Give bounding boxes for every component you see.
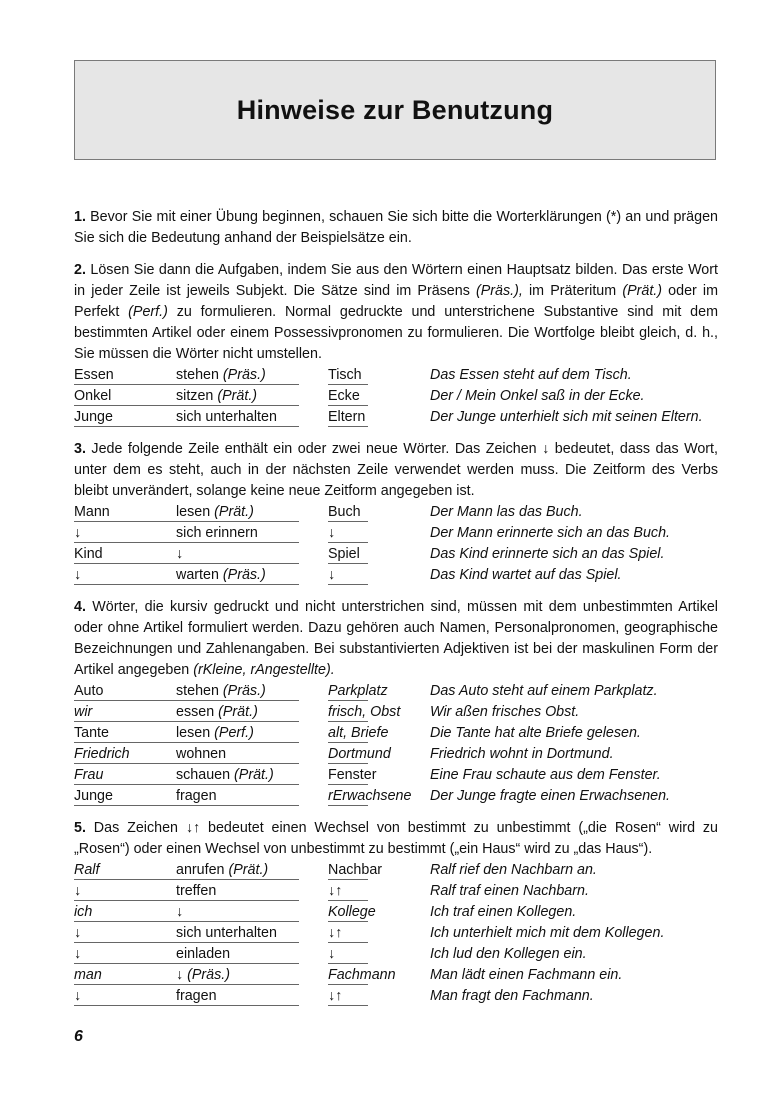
verb-text: sitzen [176,388,214,404]
word-subject: Junge [74,409,113,425]
example-sentence: Ich traf einen Kollegen. [430,904,577,920]
example-sentence: Der Junge fragte einen Erwachsenen. [430,788,671,804]
page-number: 6 [74,1028,83,1045]
word-object: ↓ [328,525,336,541]
section-3 [74,439,718,586]
word-verb [176,523,258,544]
word-subject: Frau [74,767,104,783]
verb-text: sich erinnern [176,525,258,541]
word-subject: ↓ [74,525,82,541]
word-subject: ↓ [74,567,82,583]
tense-tag: (Prät.) [224,862,269,878]
tense-tag: (Prät.) [214,704,258,720]
example-row [74,544,718,565]
paragraph-text: oder im Perfekt [74,283,718,320]
word-verb [176,902,183,923]
section-paragraph [74,439,718,502]
section-paragraph [74,260,718,365]
word-verb [176,386,257,407]
verb-text: ↓ [176,904,184,920]
paragraph-text: Jede folgende Zeile enthält ein oder zwei neue Wörter. Das Zeichen ↓ bedeutet, dass das Wort, unter dem es steht, auch in der nächsten Zeile verwendet werden muss. Die Zeitform des Verbs bleibt unverändert, solange keine neue Zeitform angegeben ist. [74,441,718,499]
word-verb [176,544,183,565]
example-sentence: Das Kind wartet auf das Spiel. [430,567,622,583]
paragraph-text: Wörter, die kursiv gedruckt und nicht unterstrichen sind, müssen mit dem unbestimmten Artikel oder ohne Artikel formuliert werden. Dazu gehören auch Namen, Personalpronomen, geographische Bezeichnungen und Zahlenangaben. Bei substantivierten Adjektiven ist bei der maskulinen Form der Artikel angegeben [74,599,718,678]
section-number: 2. [74,262,86,278]
example-row [74,386,718,407]
example-row [74,502,718,523]
tense-tag: (Präs.) [183,967,231,983]
section-5 [74,818,718,1007]
example-row [74,681,718,702]
word-verb [176,965,230,986]
example-sentence: Der / Mein Onkel saß in der Ecke. [430,388,645,404]
verb-text: einladen [176,946,231,962]
word-object: Ecke [328,388,360,404]
word-verb [176,881,216,902]
word-object: Kollege [328,904,376,920]
tense-tag: (Präs.) [218,567,266,583]
word-object: Eltern [328,409,366,425]
tense-tag: (Perf.) [210,725,254,741]
italic-text: (rKleine, rAngestellte). [193,662,335,678]
example-row [74,881,718,902]
section-paragraph [74,207,718,249]
word-verb [176,702,258,723]
word-verb [176,365,266,386]
italic-text: (Perf.) [128,304,168,320]
example-row [74,744,718,765]
word-object: Parkplatz [328,683,388,699]
paragraph-text: Bevor Sie mit einer Übung beginnen, schauen Sie sich bitte die Worterklärungen (*) an und prägen Sie sich die Bedeutung anhand der Beispielsätze ein. [74,209,718,246]
page-title: Hinweise zur Benutzung [236,94,554,125]
word-subject: Onkel [74,388,112,404]
word-object: ↓ [328,946,336,962]
word-verb [176,986,217,1007]
word-subject: Essen [74,367,114,383]
section-4 [74,597,718,807]
example-sentence: Wir aßen frisches Obst. [430,704,580,720]
word-subject: ↓ [74,988,82,1004]
verb-text: essen [176,704,215,720]
example-row [74,786,718,807]
tense-tag: (Präs.) [218,367,266,383]
verb-text: schauen [176,767,231,783]
word-verb [176,565,266,586]
verb-text: warten [176,567,219,583]
verb-text: lesen [176,504,211,520]
word-subject: Kind [74,546,103,562]
word-verb [176,723,254,744]
word-verb [176,407,277,428]
section-number: 3. [74,441,86,457]
word-subject: Friedrich [74,746,130,762]
verb-text: stehen [176,367,219,383]
example-row [74,365,718,386]
title-box [74,60,716,160]
example-row [74,702,718,723]
italic-text: (Prät.) [622,283,663,299]
word-object: Nachbar [328,862,383,878]
word-verb [176,502,254,523]
example-sentence: Ralf traf einen Nachbarn. [430,883,589,899]
example-row [74,765,718,786]
verb-text: ↓ [176,967,184,983]
verb-text: sich unterhalten [176,409,277,425]
section-paragraph [74,818,718,860]
example-sentence: Das Kind erinnerte sich an das Spiel. [430,546,665,562]
word-subject: ↓ [74,883,82,899]
example-sentence: Ralf rief den Nachbarn an. [430,862,597,878]
verb-text: fragen [176,788,217,804]
verb-text: stehen [176,683,219,699]
paragraph-text: Das Zeichen ↓↑ bedeutet einen Wechsel von bestimmt zu unbestimmt („die Rosen“ wird zu „Rosen“) oder einen Wechsel von unbestimmt zu bestimmt („ein Haus“ wird zu „das Haus“). [74,820,718,857]
verb-text: treffen [176,883,217,899]
word-subject: Auto [74,683,104,699]
verb-text: sich unterhalten [176,925,277,941]
word-object: Buch [328,504,361,520]
underline-subject-verb [74,921,299,922]
word-subject: Junge [74,788,113,804]
verb-text: lesen [176,725,211,741]
verb-text: wohnen [176,746,227,762]
word-object: Fachmann [328,967,396,983]
paragraph-text: im Präteritum [522,283,623,299]
example-row [74,965,718,986]
word-object: Tisch [328,367,362,383]
word-subject: Mann [74,504,110,520]
example-sentence: Ich unterhielt mich mit dem Kollegen. [430,925,665,941]
word-object: frisch, Obst [328,704,401,720]
word-object: alt, Briefe [328,725,389,741]
word-subject: ↓ [74,925,82,941]
verb-text: fragen [176,988,217,1004]
tense-tag: (Prät.) [230,767,274,783]
example-sentence: Der Mann erinnerte sich an das Buch. [430,525,670,541]
example-sentence: Man fragt den Fachmann. [430,988,594,1004]
example-sentence: Ich lud den Kollegen ein. [430,946,587,962]
verb-text: ↓ [176,546,184,562]
word-subject: Tante [74,725,109,741]
section-2 [74,260,718,428]
tense-tag: (Präs.) [218,683,266,699]
word-subject: ich [74,904,93,920]
section-number: 5. [74,820,86,836]
example-row [74,565,718,586]
word-verb [176,860,268,881]
section-number: 1. [74,209,86,225]
word-subject: man [74,967,102,983]
section-1 [74,207,718,249]
word-object: Dortmund [328,746,391,762]
word-object: Fenster [328,767,377,783]
word-object: ↓↑ [328,883,343,899]
word-subject: Ralf [74,862,100,878]
word-verb [176,786,217,807]
example-row [74,860,718,881]
word-object: ↓↑ [328,988,343,1004]
paragraph-text: Lösen Sie dann die Aufgaben, indem Sie aus den Wörtern einen Hauptsatz bilden. Das erste Wort in jeder Zeile ist jeweils Subjekt. Die Sätze sind im Präsens [74,262,718,299]
word-object: ↓↑ [328,925,343,941]
word-subject: wir [74,704,93,720]
verb-text: anrufen [176,862,225,878]
instructions-content [74,207,718,1018]
underline-subject-verb [74,563,299,564]
word-verb [176,765,274,786]
example-sentence: Der Mann las das Buch. [430,504,583,520]
example-sentence: Der Junge unterhielt sich mit seinen Eltern. [430,409,703,425]
word-verb [176,744,226,765]
word-object: ↓ [328,567,336,583]
example-sentence: Das Auto steht auf einem Parkplatz. [430,683,658,699]
example-sentence: Man lädt einen Fachmann ein. [430,967,623,983]
example-sentence: Die Tante hat alte Briefe gelesen. [430,725,641,741]
tense-tag: (Prät.) [210,504,254,520]
word-verb [176,681,266,702]
word-object: Spiel [328,546,360,562]
example-row [74,986,718,1007]
example-row [74,902,718,923]
word-subject: ↓ [74,946,82,962]
section-number: 4. [74,599,86,615]
word-object: rErwachsene [328,788,412,804]
paragraph-text: zu formulieren. Normal gedruckte und unterstrichene Substantive sind mit dem bestimmten Artikel oder einem Possessivpronomen zu formulieren. Die Wortfolge bleibt gleich, d. h., Sie müssen die Wörter nicht umstellen. [74,304,718,362]
example-row [74,944,718,965]
example-sentence: Friedrich wohnt in Dortmund. [430,746,614,762]
example-row [74,407,718,428]
example-row [74,723,718,744]
word-verb [176,944,230,965]
example-row [74,923,718,944]
italic-text: (Präs.), [476,283,523,299]
tense-tag: (Prät.) [213,388,258,404]
section-paragraph [74,597,718,681]
example-sentence: Eine Frau schaute aus dem Fenster. [430,767,661,783]
example-sentence: Das Essen steht auf dem Tisch. [430,367,632,383]
example-row [74,523,718,544]
word-verb [176,923,277,944]
